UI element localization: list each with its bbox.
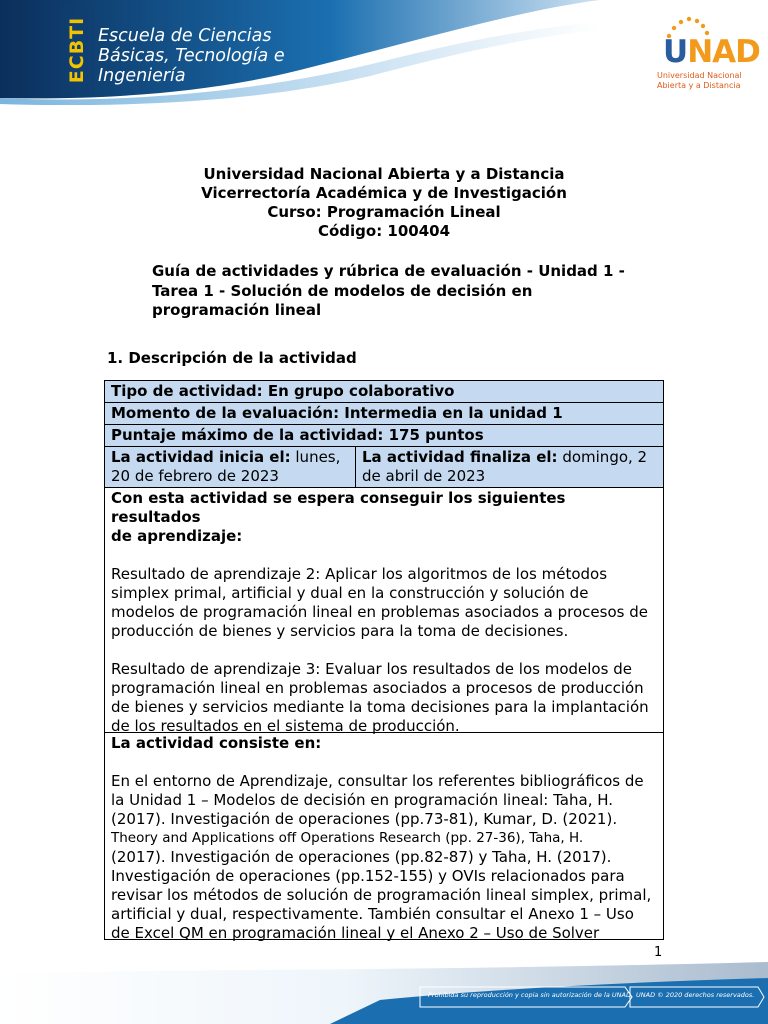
puntaje-text: Puntaje máximo de la actividad: 175 puntos [111, 426, 484, 444]
row-dates [104, 447, 664, 488]
consiste-line: la Unidad 1 – Modelos de decisión en programación lineal: Taha, H. [111, 791, 614, 809]
ra3-line: de bienes y servicios mediante la toma decisiones para la implantación [111, 698, 649, 716]
row-puntaje [104, 425, 664, 447]
start-date-cell [105, 447, 356, 487]
resultados-heading-1: Con esta actividad se espera conseguir los siguientes resultados [111, 489, 566, 526]
start-label: La actividad inicia el: [111, 448, 291, 466]
unad-logo [655, 14, 760, 94]
header-banner [0, 0, 600, 105]
row-tipo [104, 380, 664, 403]
ra3-line: programación lineal en problemas asociados a procesos de producción [111, 679, 644, 697]
consiste-line: revisar los métodos de solución de programación lineal simplex, primal, [111, 886, 652, 904]
consiste-line: En el entorno de Aprendizaje, consultar los referentes bibliográficos de [111, 772, 644, 790]
end-value-2: de abril de 2023 [362, 467, 486, 485]
logo-wordmark: UNAD [663, 34, 760, 70]
row-momento [104, 403, 664, 425]
end-value-1: domingo, 2 [557, 448, 648, 466]
row-resultados [104, 488, 664, 733]
consiste-heading: La actividad consiste en: [111, 734, 322, 752]
ra2-line: modelos de programación lineal en problemas asociados a procesos de [111, 603, 648, 621]
university-title: Universidad Nacional Abierta y a Distancia [203, 165, 565, 183]
resultados-heading-2: de aprendizaje: [111, 527, 243, 545]
consiste-line: (2017). Investigación de operaciones (pp.73-81), Kumar, D. (2021). [111, 810, 618, 828]
logo-subtitle-1: Universidad Nacional [657, 71, 742, 80]
footer-banner [0, 960, 768, 1024]
end-label: La actividad finaliza el: [362, 448, 558, 466]
consiste-line: Theory and Applications off Operations Research (pp. 27-36), Taha, H. [111, 830, 584, 846]
start-value-1: lunes, [290, 448, 341, 466]
guide-title: Guía de actividades y rúbrica de evaluación - Unidad 1 - Tarea 1 - Solución de modelos de decisión en programación lineal [152, 262, 625, 319]
consiste-line: (2017). Investigación de operaciones (pp.82-87) y Taha, H. (2017). [111, 848, 612, 866]
page-number: 1 [654, 945, 663, 960]
footer-rights: UNAD © 2020 derechos reservados. [636, 991, 755, 999]
logo-subtitle-2: Abierta y a Distancia [657, 81, 741, 90]
activity-table [104, 380, 664, 940]
ra3-line: Resultado de aprendizaje 3: Evaluar los resultados de los modelos de [111, 660, 632, 678]
consiste-line: artificial y dual, respectivamente. También consultar el Anexo 1 – Uso [111, 905, 634, 923]
consiste-line: Investigación de operaciones (pp.152-155) y OVIs relacionados para [111, 867, 625, 885]
course-title: Curso: Programación Lineal [267, 203, 501, 221]
ra3-line: de los resultados en el sistema de producción. [111, 717, 460, 735]
section-heading: 1. Descripción de la actividad [107, 349, 357, 367]
course-code: Código: 100404 [317, 222, 451, 240]
footer-notice: Prohibida su reproducción y copia sin autorización de la UNAD. [428, 991, 634, 999]
tipo-text: Tipo de actividad: En grupo colaborativo [111, 382, 455, 400]
consiste-line: de Excel QM en programación lineal y el Anexo 2 – Uso de Solver [111, 924, 600, 942]
end-date-cell [356, 447, 663, 487]
ra2-line: Resultado de aprendizaje 2: Aplicar los algoritmos de los métodos [111, 565, 608, 583]
ra2-line: producción de bienes y servicios para la toma de decisiones. [111, 622, 569, 640]
start-value-2: 20 de febrero de 2023 [111, 467, 279, 485]
row-consiste [104, 733, 664, 940]
school-name: Escuela de Ciencias Básicas, Tecnología e Ingeniería [98, 26, 285, 86]
ecbti-vertical-label: ECBTI [66, 16, 88, 84]
ra2-line: simplex primal, artificial y dual en la construcción y solución de [111, 584, 589, 602]
momento-text: Momento de la evaluación: Intermedia en la unidad 1 [111, 404, 563, 422]
vicerrectoria-title: Vicerrectoría Académica y de Investigación [201, 184, 567, 202]
